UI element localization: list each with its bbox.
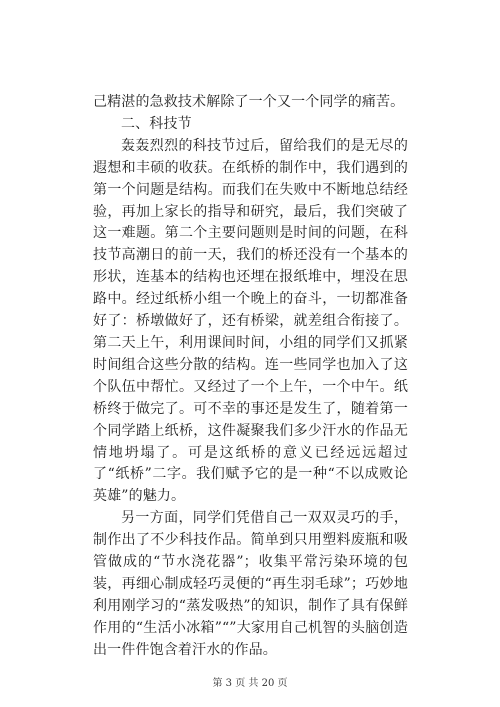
paragraph-science-works: 另一方面，同学们凭借自己一双双灵巧的手，制作出了不少科技作品。简单到只用塑料废瓶和吸管做成的“节水浇花器”；收集平常污染环境的包装，再细心制成轻巧灵便的“再生羽毛球”；巧妙地利用刚学习的“蒸发吸热”的知识，制作了具有保鲜作用的“生活小冰箱”“”大家用自己机智的头脑创造出一件件饱含着汗水的作品。 bbox=[93, 510, 408, 658]
page-footer: 第 3 页 共 20 页 bbox=[212, 678, 288, 689]
paragraph-paper-bridge: 轰轰烈烈的科技节过后，留给我们的是无尽的遐想和丰硕的收获。在纸桥的制作中，我们遇到的第一个问题是结构。而我们在失败中不断地总结经验，再加上家长的指导和研究，最后，我们突破了这一难题。第二个主要问题则是时间的问题，在科技节高潮日的前一天，我们的桥还没有一个基本的形状，连基本的结构也还埋在报纸堆中，埋没在思路中。经过纸桥小组一个晚上的奋斗，一切都准备好了：桥墩做好了，还有桥梁，就差组合衔接了。第二天上午，利用课间时间，小组的同学们又抓紧时间组合这些分散的结构。连一些同学也加入了这个队伍中帮忙。又经过了一个上午，一个中午。纸桥终于做完了。可不幸的事还是发生了，随着第一个同学踏上纸桥，这件凝聚我们多少汗水的作品无情地坍塌了。可是这纸桥的意义已经远远超过了“纸桥”二字。我们赋予它的是一种“不以成败论英雄”的魅力。 bbox=[93, 137, 408, 505]
section-heading: 二、科技节 bbox=[121, 115, 192, 132]
paragraph-continuation: 己精湛的急救技术解除了一个又一个同学的痛苦。 bbox=[93, 94, 405, 110]
document-body bbox=[93, 92, 408, 662]
